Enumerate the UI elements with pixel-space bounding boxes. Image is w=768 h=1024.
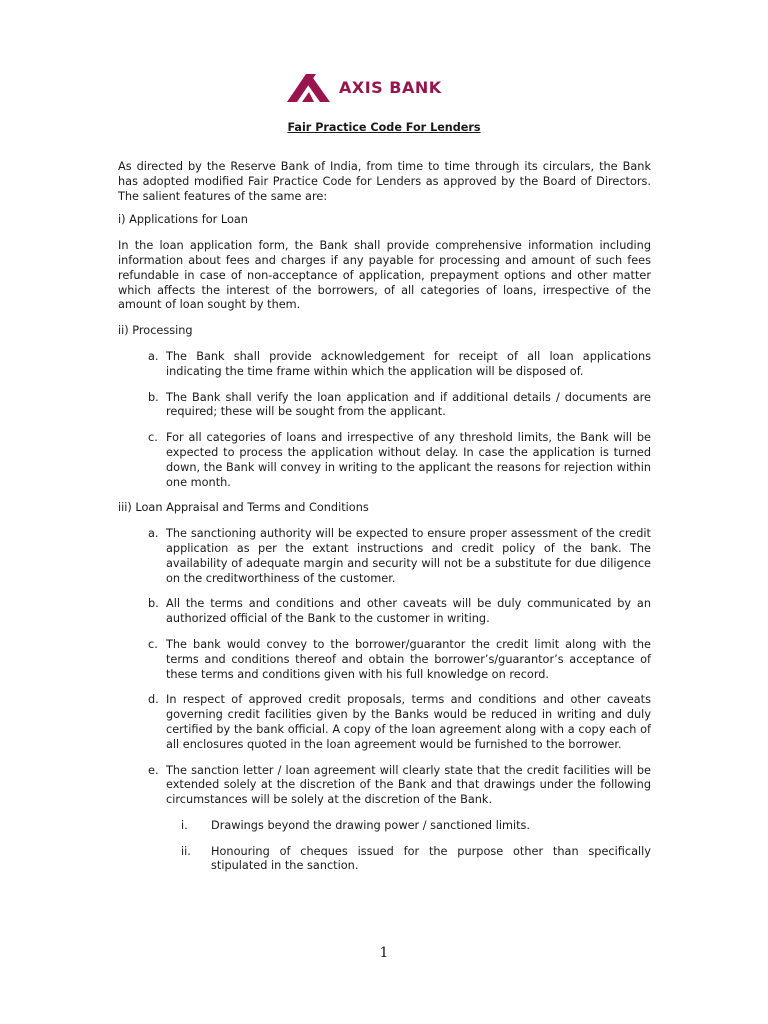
page-number: 1: [379, 945, 389, 961]
list-item-text: The bank would convey to the borrower/guarantor the credit limit along with the terms and conditions thereof and obtain the borrower’s/guarantor’s acceptance of these terms and conditions given with his full knowledge on record.: [166, 637, 651, 681]
section-paragraph: In the loan application form, the Bank shall provide comprehensive information including information about fees and charges if any payable for processing and amount of such fees refundable in case of non-acceptance of application, prepayment options and other matter which affects the interest of the borrowers, of all categories of loans, irrespective of the amount of loan sought by them.: [118, 239, 651, 312]
list: [118, 527, 651, 885]
sublist-item: [181, 819, 651, 834]
axis-bank-logo-icon: [287, 74, 335, 102]
list-marker: b.: [148, 597, 159, 611]
document-body: [118, 160, 651, 896]
section-heading: iii) Loan Appraisal and Terms and Conditions: [118, 501, 369, 515]
sublist: [166, 819, 651, 874]
list-item-text: The sanction letter / loan agreement will clearly state that the credit facilities will be extended solely at the discretion of the Bank and that drawings under the following circumstances will be solely at the discretion of the Bank.: [166, 763, 651, 807]
list-item: [148, 597, 651, 627]
list: [118, 350, 651, 490]
list-item: [148, 391, 651, 421]
list-marker: d.: [148, 693, 159, 707]
list-item-text: For all categories of loans and irrespective of any threshold limits, the Bank will be expected to process the application without delay. In case the application is turned down, the Bank will convey in writing to the applicant the reasons for rejection within one month.: [166, 431, 651, 489]
list-item-text: In respect of approved credit proposals, terms and conditions and other caveats governing credit facilities given by the Banks would be reduced in writing and duly certified by the bank official. A copy of the loan agreement along with a copy each of all enclosures quoted in the loan agreement would be furnished to the borrower.: [166, 693, 651, 751]
logo-text: AXIS BANK: [339, 78, 442, 97]
sublist-item: [181, 845, 651, 875]
logo: [287, 74, 442, 102]
section-heading: ii) Processing: [118, 324, 193, 338]
list-marker: c.: [148, 637, 158, 651]
list-item: [148, 638, 651, 682]
list-item: [148, 350, 651, 380]
list-marker: c.: [148, 431, 158, 445]
list-item-text: The Bank shall verify the loan application and if additional details / documents are required; these will be sought from the applicant.: [166, 390, 651, 419]
section-heading: i) Applications for Loan: [118, 213, 248, 227]
sublist-item-text: Honouring of cheques issued for the purpose other than specifically stipulated in the sanction.: [211, 844, 651, 873]
list-marker: a.: [148, 349, 159, 363]
sublist-marker: i.: [181, 818, 188, 832]
list-item-text: The sanctioning authority will be expected to ensure proper assessment of the credit application as per the extant instructions and credit policy of the bank. The availability of adequate margin and security will not be a substitute for due diligence on the creditworthiness of the customer.: [166, 527, 651, 585]
list-item: [148, 693, 651, 752]
list-marker: a.: [148, 527, 159, 541]
document-title: Fair Practice Code For Lenders: [287, 121, 481, 134]
sublist-marker: ii.: [181, 844, 191, 858]
list-item: [148, 527, 651, 586]
list-item-text: All the terms and conditions and other caveats will be duly communicated by an authorized official of the Bank to the customer in writing.: [166, 597, 651, 626]
list-marker: b.: [148, 390, 159, 404]
sublist-item-text: Drawings beyond the drawing power / sanctioned limits.: [211, 818, 531, 832]
list-marker: e.: [148, 763, 159, 777]
list-item-text: The Bank shall provide acknowledgement for receipt of all loan applications indicating the time frame within which the application will be disposed of.: [166, 349, 651, 378]
list-item: [148, 431, 651, 490]
list-item: [148, 764, 651, 886]
list-item-body: [166, 764, 651, 886]
intro-paragraph: As directed by the Reserve Bank of India, from time to time through its circulars, the Bank has adopted modified Fair Practice Code for Lenders as approved by the Board of Directors. The salient features of the same are:: [118, 160, 651, 203]
